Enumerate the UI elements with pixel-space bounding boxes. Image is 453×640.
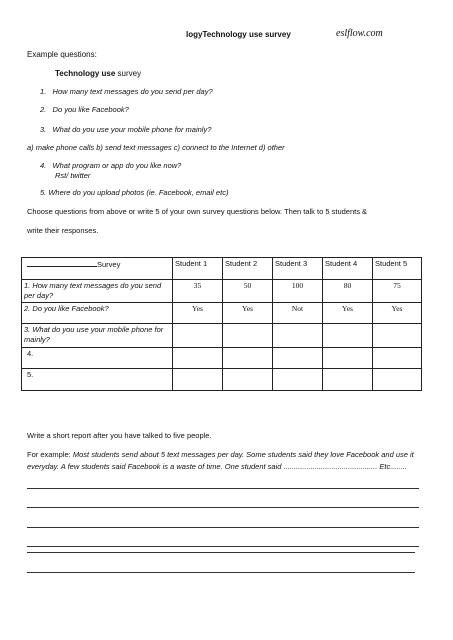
answer-cell <box>223 369 273 391</box>
question-num: 3. <box>40 125 47 134</box>
answer-cell <box>373 348 422 369</box>
writing-line <box>27 572 415 573</box>
answer-cell <box>223 324 273 348</box>
writing-line <box>27 552 415 553</box>
row-question: 2. Do you like Facebook? <box>22 303 173 324</box>
answer-cell <box>273 369 323 391</box>
report-example-text: Most students send about 5 text messages per day. Some students said they love Facebook and use it <box>72 450 414 459</box>
answer-cell <box>173 348 223 369</box>
answer-cell: Yes <box>173 303 223 324</box>
report-example-line-1 <box>27 450 414 459</box>
writing-line <box>27 507 419 508</box>
writing-line <box>27 488 419 489</box>
survey-header-cell <box>22 258 173 280</box>
question-3 <box>40 125 211 134</box>
writing-line <box>27 546 419 547</box>
question-3-options: a) make phone calls b) send text messages c) connect to the Internet d) other <box>27 143 285 152</box>
table-row <box>22 324 422 348</box>
page-title: logyTechnology use survey <box>186 30 291 39</box>
survey-table <box>21 257 422 391</box>
table-row <box>22 280 422 303</box>
writing-line <box>27 527 419 528</box>
answer-cell: Yes <box>373 303 422 324</box>
subtitle-bold: Technology use <box>55 69 116 78</box>
answer-cell: 50 <box>223 280 273 303</box>
blank-underline <box>27 259 97 267</box>
question-num: 1. <box>40 87 47 96</box>
question-text: What program or app do you like now? <box>52 161 182 170</box>
student-5-header: Student 5 <box>373 258 422 280</box>
question-text: What do you use your mobile phone for mainly? <box>52 125 212 134</box>
table-row <box>22 303 422 324</box>
question-4-answer: Rst/ twitter <box>55 171 91 180</box>
row-question: 5. <box>22 369 173 391</box>
row-question: 1. How many text messages do you send per day? <box>22 280 173 303</box>
answer-cell: 100 <box>273 280 323 303</box>
answer-cell <box>323 348 373 369</box>
example-label: Example questions: <box>27 50 97 59</box>
student-2-header: Student 2 <box>223 258 273 280</box>
student-4-header: Student 4 <box>323 258 373 280</box>
answer-cell <box>373 324 422 348</box>
answer-cell <box>323 369 373 391</box>
answer-cell <box>223 348 273 369</box>
question-4 <box>40 161 181 170</box>
brand-logo-text: eslflow.com <box>336 28 383 39</box>
instructions-line-2: write their responses. <box>27 226 99 235</box>
question-5: 5. Where do you upload photos (ie. Facebook, email etc) <box>40 188 229 197</box>
report-example-line-2: everyday. A few students said Facebook is a waste of time. One student said ............................................. Etc........ <box>27 462 407 471</box>
question-num: 4. <box>40 161 47 170</box>
row-question: 4. <box>22 348 173 369</box>
report-prompt: Write a short report after you have talked to five people. <box>27 431 212 440</box>
answer-cell: Not <box>273 303 323 324</box>
answer-cell <box>173 369 223 391</box>
table-header-row <box>22 258 422 280</box>
question-num: 2. <box>40 105 47 114</box>
answer-cell: 80 <box>323 280 373 303</box>
row-question: 3. What do you use your mobile phone for mainly? <box>22 324 173 348</box>
survey-header-label: Survey <box>97 260 121 269</box>
survey-subtitle <box>55 69 141 78</box>
question-2 <box>40 105 129 114</box>
student-1-header: Student 1 <box>173 258 223 280</box>
table-row <box>22 348 422 369</box>
answer-cell <box>173 324 223 348</box>
question-1 <box>40 87 213 96</box>
student-3-header: Student 3 <box>273 258 323 280</box>
question-text: How many text messages do you send per day? <box>52 87 213 96</box>
report-example-prefix: For example: <box>27 450 73 459</box>
question-text: Do you like Facebook? <box>52 105 129 114</box>
answer-cell <box>273 324 323 348</box>
answer-cell <box>273 348 323 369</box>
answer-cell: 35 <box>173 280 223 303</box>
answer-cell: Yes <box>323 303 373 324</box>
instructions-line-1: Choose questions from above or write 5 of your own survey questions below. Then talk to 5 students & <box>27 207 368 216</box>
answer-cell <box>323 324 373 348</box>
subtitle-rest: survey <box>115 69 142 78</box>
answer-cell: 75 <box>373 280 422 303</box>
table-row <box>22 369 422 391</box>
answer-cell <box>373 369 422 391</box>
answer-cell: Yes <box>223 303 273 324</box>
